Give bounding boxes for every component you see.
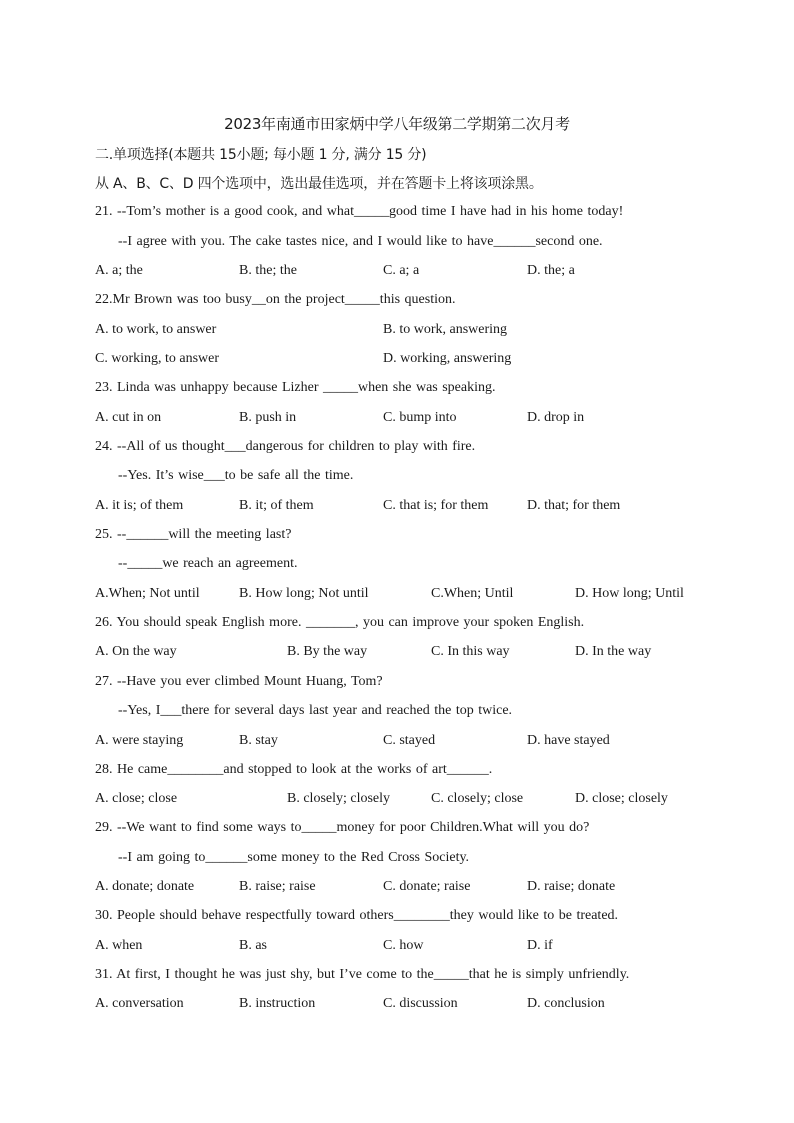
question-25-reply: --_____we reach an agreement. <box>118 556 298 571</box>
q21-option-c[interactable]: C. a; a <box>383 263 420 278</box>
q30-option-c[interactable]: C. how <box>383 938 424 953</box>
q28-option-c[interactable]: C. closely; close <box>431 791 524 806</box>
question-24-stem: 24. --All of us thought___dangerous for children to play with fire. <box>95 439 476 454</box>
q24-option-a[interactable]: A. it is; of them <box>95 498 184 513</box>
question-27-reply: --Yes, I___there for several days last year and reached the top twice. <box>118 703 513 718</box>
question-24-reply: --Yes. It’s wise___to be safe all the time. <box>118 468 354 483</box>
question-26-stem: 26. You should speak English more. _______, you can improve your spoken English. <box>95 615 585 630</box>
q31-option-d[interactable]: D. conclusion <box>527 996 605 1011</box>
q26-option-a[interactable]: A. On the way <box>95 644 177 659</box>
q25-option-a[interactable]: A.When; Not until <box>95 586 200 601</box>
q23-option-b[interactable]: B. push in <box>239 410 297 425</box>
q22-option-d[interactable]: D. working, answering <box>383 351 512 366</box>
q31-option-a[interactable]: A. conversation <box>95 996 184 1011</box>
q25-option-b[interactable]: B. How long; Not until <box>239 586 369 601</box>
q22-option-b[interactable]: B. to work, answering <box>383 322 508 337</box>
q21-option-d[interactable]: D. the; a <box>527 263 575 278</box>
question-21-stem: 21. --Tom’s mother is a good cook, and what_____good time I have had in his home today! <box>95 204 624 219</box>
q27-option-b[interactable]: B. stay <box>239 733 278 748</box>
q25-option-c[interactable]: C.When; Until <box>431 586 514 601</box>
q31-option-c[interactable]: C. discussion <box>383 996 458 1011</box>
section-heading: 二.单项选择(本题共 15小题; 每小题 1 分, 满分 15 分) <box>95 147 427 163</box>
q21-option-a[interactable]: A. a; the <box>95 263 143 278</box>
section-instruction: 从 A、B、C、D 四个选项中，选出最佳选项，并在答题卡上将该项涂黑。 <box>95 176 543 192</box>
q27-option-c[interactable]: C. stayed <box>383 733 436 748</box>
q29-option-c[interactable]: C. donate; raise <box>383 879 471 894</box>
q31-option-b[interactable]: B. instruction <box>239 996 316 1011</box>
q23-option-d[interactable]: D. drop in <box>527 410 585 425</box>
q22-option-c[interactable]: C. working, to answer <box>95 351 220 366</box>
q26-option-d[interactable]: D. In the way <box>575 644 652 659</box>
question-29-stem: 29. --We want to find some ways to_____money for poor Children.What will you do? <box>95 820 590 835</box>
question-25-stem: 25. --______will the meeting last? <box>95 527 292 542</box>
question-29-reply: --I am going to______some money to the Red Cross Society. <box>118 850 470 865</box>
q29-option-b[interactable]: B. raise; raise <box>239 879 316 894</box>
q25-option-d[interactable]: D. How long; Until <box>575 586 684 601</box>
q23-option-a[interactable]: A. cut in on <box>95 410 162 425</box>
question-23-stem: 23. Linda was unhappy because Lizher _____when she was speaking. <box>95 380 496 395</box>
q21-option-b[interactable]: B. the; the <box>239 263 297 278</box>
q27-option-d[interactable]: D. have stayed <box>527 733 610 748</box>
q28-option-d[interactable]: D. close; closely <box>575 791 668 806</box>
q23-option-c[interactable]: C. bump into <box>383 410 457 425</box>
exam-title: 2023年南通市田家炳中学八年级第二学期第二次月考 <box>224 115 570 133</box>
q24-option-c[interactable]: C. that is; for them <box>383 498 489 513</box>
question-28-stem: 28. He came________and stopped to look at the works of art______. <box>95 762 493 777</box>
q26-option-b[interactable]: B. By the way <box>287 644 368 659</box>
q29-option-d[interactable]: D. raise; donate <box>527 879 616 894</box>
q24-option-d[interactable]: D. that; for them <box>527 498 621 513</box>
q29-option-a[interactable]: A. donate; donate <box>95 879 195 894</box>
question-31-stem: 31. At first, I thought he was just shy, but I’ve come to the_____that he is simply unfriendly. <box>95 967 630 982</box>
question-21-reply: --I agree with you. The cake tastes nice, and I would like to have______second one. <box>118 234 603 249</box>
q22-option-a[interactable]: A. to work, to answer <box>95 322 217 337</box>
q26-option-c[interactable]: C. In this way <box>431 644 510 659</box>
q24-option-b[interactable]: B. it; of them <box>239 498 314 513</box>
q28-option-a[interactable]: A. close; close <box>95 791 178 806</box>
q30-option-d[interactable]: D. if <box>527 938 553 953</box>
q30-option-b[interactable]: B. as <box>239 938 267 953</box>
question-22-stem: 22.Mr Brown was too busy__on the project_____this question. <box>95 292 456 307</box>
q30-option-a[interactable]: A. when <box>95 938 143 953</box>
question-30-stem: 30. People should behave respectfully toward others________they would like to be treated. <box>95 908 619 923</box>
question-27-stem: 27. --Have you ever climbed Mount Huang, Tom? <box>95 674 383 689</box>
q27-option-a[interactable]: A. were staying <box>95 733 184 748</box>
q28-option-b[interactable]: B. closely; closely <box>287 791 391 806</box>
